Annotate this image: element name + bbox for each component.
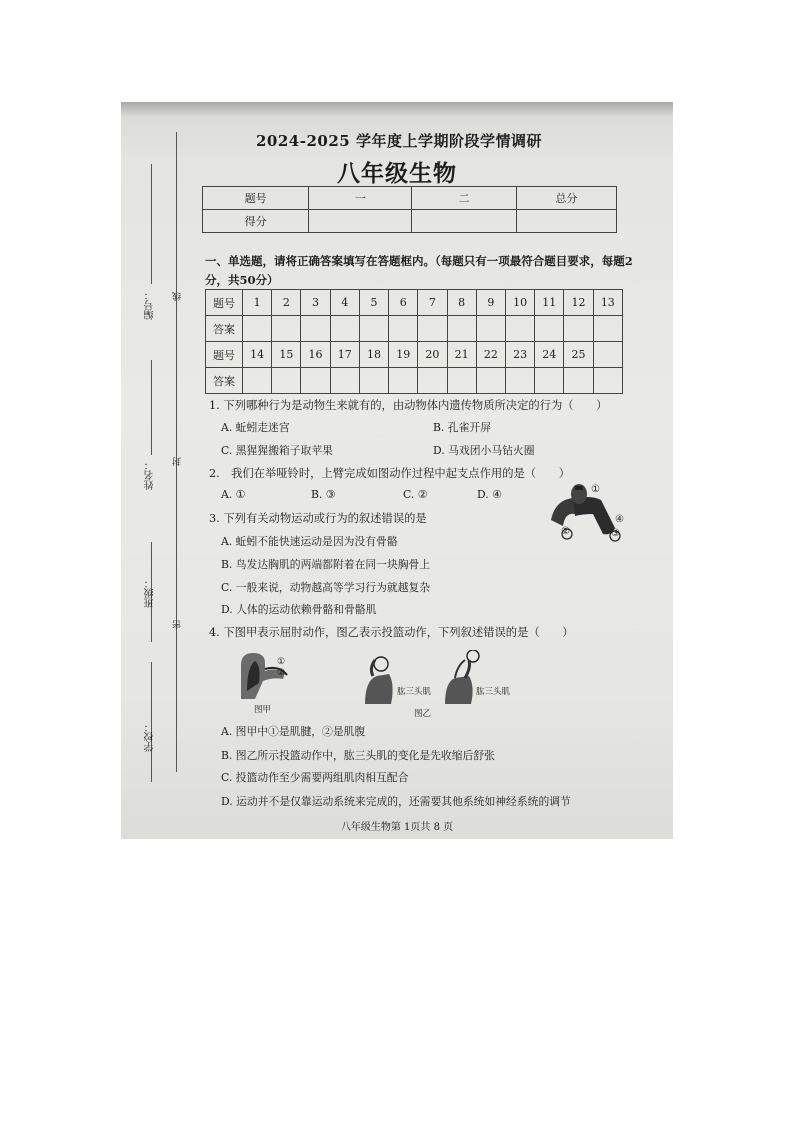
answer-cell[interactable]	[243, 368, 272, 394]
answer-cell[interactable]	[359, 316, 388, 342]
fig-jia-caption: 图甲	[254, 705, 272, 715]
q2-mark-4: ④	[615, 514, 624, 525]
grid-label: 题号	[206, 290, 243, 316]
answer-cell[interactable]	[330, 316, 359, 342]
answer-cell[interactable]	[564, 368, 593, 394]
question-3-option-b[interactable]: B. 鸟发达胸肌的两端都附着在同一块胸骨上	[221, 558, 431, 571]
grid-num: 7	[418, 290, 447, 316]
grid-num: 11	[535, 290, 564, 316]
answer-cell[interactable]	[418, 316, 447, 342]
fig-jia-arm	[235, 647, 295, 703]
grid-num: 24	[535, 342, 564, 368]
score-cell[interactable]	[309, 210, 412, 233]
grid-num: 17	[330, 342, 359, 368]
question-2-option-c[interactable]: C. ②	[403, 488, 428, 501]
grid-num: 5	[359, 290, 388, 316]
answer-cell[interactable]	[389, 316, 418, 342]
section1-heading: 一、单选题，请将正确答案填写在答题框内。（每题只有一项最符合题目要求，每题2分，共50分）	[205, 254, 633, 287]
answer-cell[interactable]	[359, 368, 388, 394]
fig-jia-mark-1: ①	[277, 657, 286, 667]
question-1-option-c[interactable]: C. 黑猩猩搬箱子取苹果	[221, 444, 333, 457]
grid-num: 20	[418, 342, 447, 368]
answer-grid-ans-row-1	[206, 316, 623, 342]
answer-cell[interactable]	[418, 368, 447, 394]
answer-cell[interactable]	[272, 368, 301, 394]
answer-cell[interactable]	[447, 316, 476, 342]
question-3-option-c[interactable]: C. 一般来说，动物越高等学习行为就越复杂	[221, 581, 431, 594]
exam-page-photo	[121, 102, 673, 839]
fig-yi-caption: 图乙	[414, 709, 432, 719]
grid-num: 21	[447, 342, 476, 368]
question-4-stem: 4. 下图甲表示屈肘动作，图乙表示投篮动作，下列叙述错误的是（ ）	[209, 626, 574, 639]
grid-num: 6	[389, 290, 418, 316]
fig-yi-shooting	[361, 650, 491, 706]
grid-num: 13	[593, 290, 622, 316]
question-4-option-b[interactable]: B. 图乙所示投篮动作中，肱三头肌的变化是先收缩后舒张	[221, 749, 495, 762]
fig-yi-label-left: 肱三头肌	[397, 687, 432, 697]
answer-cell[interactable]	[476, 368, 505, 394]
score-header-total: 总分	[516, 187, 616, 210]
answer-cell[interactable]	[535, 368, 564, 394]
score-cell[interactable]	[516, 210, 616, 233]
id-field-label: 编号：	[145, 290, 156, 320]
question-3-stem: 3. 下列有关动物运动或行为的叙述错误的是	[209, 512, 427, 525]
question-3-option-a[interactable]: A. 蚯蚓不能快速运动是因为没有骨骼	[221, 535, 398, 548]
score-cell[interactable]	[412, 210, 516, 233]
q2-mark-3: ③	[611, 528, 620, 539]
answer-cell[interactable]	[243, 316, 272, 342]
answer-cell[interactable]	[535, 316, 564, 342]
grid-num: 25	[564, 342, 593, 368]
answer-cell[interactable]	[272, 316, 301, 342]
answer-grid-num-row-1	[206, 290, 623, 316]
grid-num: 3	[301, 290, 330, 316]
answer-cell[interactable]	[505, 316, 534, 342]
answer-grid-num-row-2	[206, 342, 623, 368]
grid-num: 18	[359, 342, 388, 368]
page-footer: 八年级生物第 1页共 8 页	[340, 822, 454, 833]
grid-num: 16	[301, 342, 330, 368]
answer-cell[interactable]	[330, 368, 359, 394]
question-1-option-b[interactable]: B. 孔雀开屏	[433, 421, 491, 434]
school-field-label: 学校：	[145, 722, 156, 752]
grid-num	[593, 342, 622, 368]
answer-cell[interactable]	[447, 368, 476, 394]
score-header-part2: 二	[412, 187, 516, 210]
score-header-part1: 一	[309, 187, 412, 210]
seal-mark-line: 线	[173, 292, 183, 301]
question-2-stem: 2. 我们在举哑铃时，上臂完成如图动作过程中起支点作用的是（ ）	[209, 467, 570, 480]
grid-num: 14	[243, 342, 272, 368]
grid-num: 1	[243, 290, 272, 316]
grid-num: 23	[505, 342, 534, 368]
name-field-label: 姓名：	[145, 460, 156, 490]
seal-mark-seal: 封	[173, 457, 183, 466]
fig-yi-label-right: 肱三头肌	[476, 687, 511, 697]
exam-subject-title: 八年级生物	[337, 160, 457, 187]
grid-num: 8	[447, 290, 476, 316]
question-1-option-d[interactable]: D. 马戏团小马钻火圈	[433, 444, 535, 457]
answer-grid-ans-row-2	[206, 368, 623, 394]
question-4-option-c[interactable]: C. 投篮动作至少需要两组肌肉相互配合	[221, 771, 409, 784]
question-2-option-d[interactable]: D. ④	[477, 488, 502, 501]
class-field-label: 班级：	[145, 578, 156, 608]
grid-num: 15	[272, 342, 301, 368]
score-table	[202, 186, 617, 233]
fig-jia-mark-2: ②	[277, 668, 286, 678]
name-underline	[151, 360, 152, 455]
binding-line	[176, 132, 177, 772]
answer-cell[interactable]	[389, 368, 418, 394]
question-3-option-d[interactable]: D. 人体的运动依赖骨骼和骨骼肌	[221, 603, 377, 616]
question-2-option-b[interactable]: B. ③	[311, 488, 336, 501]
answer-cell[interactable]	[301, 368, 330, 394]
grid-num: 9	[476, 290, 505, 316]
answer-cell[interactable]	[301, 316, 330, 342]
answer-cell[interactable]	[476, 316, 505, 342]
grid-num: 19	[389, 342, 418, 368]
answer-cell[interactable]	[593, 316, 622, 342]
question-4-option-a[interactable]: A. 图甲中①是肌腱，②是肌腹	[221, 725, 366, 738]
seal-mark-secret: 密	[173, 620, 183, 629]
score-row-label: 得分	[203, 210, 309, 233]
grid-num: 10	[505, 290, 534, 316]
answer-cell[interactable]	[564, 316, 593, 342]
grid-num: 12	[564, 290, 593, 316]
grid-label: 答案	[206, 368, 243, 394]
question-4-option-d[interactable]: D. 运动并不是仅靠运动系统来完成的，还需要其他系统如神经系统的调节	[221, 795, 571, 808]
score-header-qnum: 题号	[203, 187, 309, 210]
grid-num: 22	[476, 342, 505, 368]
grid-label: 答案	[206, 316, 243, 342]
answer-grid	[205, 289, 623, 394]
answer-cell[interactable]	[505, 368, 534, 394]
q2-mark-1: ①	[591, 484, 600, 495]
answer-cell[interactable]	[593, 368, 622, 394]
grid-num: 2	[272, 290, 301, 316]
grid-num: 4	[330, 290, 359, 316]
question-1-option-a[interactable]: A. 蚯蚓走迷宫	[221, 421, 290, 434]
exam-year-title: 2024-2025 学年度上学期阶段学情调研	[256, 132, 542, 150]
question-2-option-a[interactable]: A. ①	[221, 488, 246, 501]
q2-mark-2: ②	[561, 526, 570, 537]
grid-label: 题号	[206, 342, 243, 368]
question-1-stem: 1. 下列哪种行为是动物生来就有的，由动物体内遗传物质所决定的行为（ ）	[209, 399, 608, 412]
